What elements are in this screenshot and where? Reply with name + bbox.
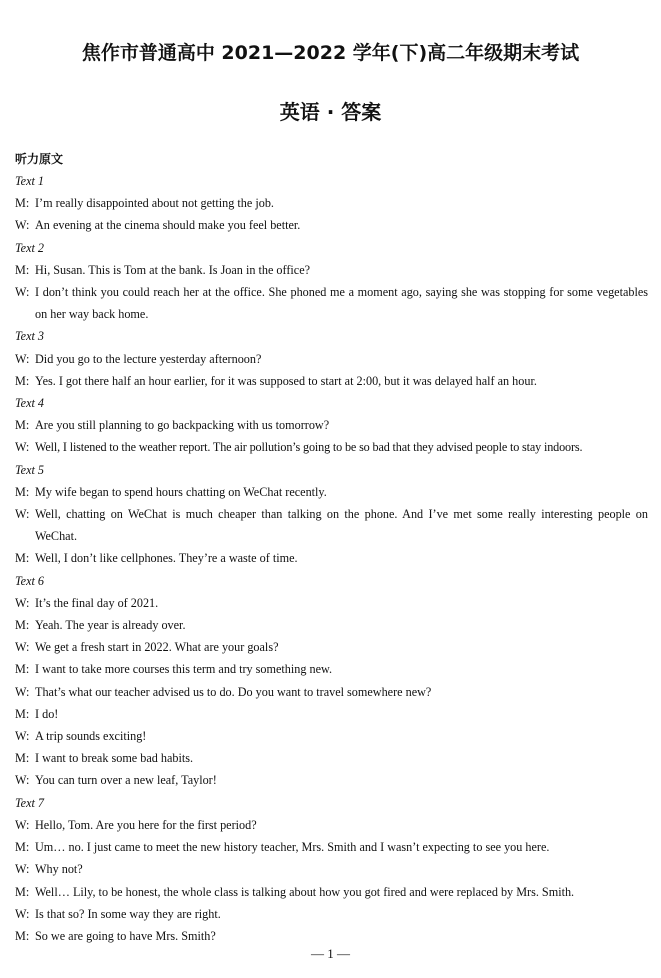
dialogue-line <box>15 370 648 392</box>
dialogue-line <box>15 881 648 903</box>
utterance: Hi, Susan. This is Tom at the bank. Is Joan in the office? <box>35 262 311 277</box>
utterance: Yes. I got there half an hour earlier, for it was supposed to start at 2:00, but it was delayed half an hour. <box>35 373 537 388</box>
dialogue-line <box>15 769 648 791</box>
speaker-tag: M: <box>15 484 30 499</box>
speaker-tag: W: <box>15 351 30 366</box>
dialogue-line <box>15 592 648 614</box>
speaker-tag: M: <box>15 618 30 633</box>
dialogue-line <box>15 436 648 458</box>
utterance: My wife began to spend hours chatting on WeChat recently. <box>35 484 327 499</box>
utterance: It’s the final day of 2021. <box>35 595 159 610</box>
speaker-tag: W: <box>15 906 30 921</box>
utterance: I don’t think you could reach her at the office. She phoned me a moment ago, saying she was stopping for some vegetables on her way back home. <box>35 285 648 322</box>
speaker-tag: W: <box>15 684 30 699</box>
text-label: Text 4 <box>15 396 45 411</box>
utterance: Well, I don’t like cellphones. They’re a waste of time. <box>35 551 298 566</box>
dialogue-line <box>15 503 648 547</box>
dialogue-line <box>15 259 648 281</box>
dialogue-line <box>15 658 648 680</box>
transcript-content <box>15 148 648 947</box>
utterance: That’s what our teacher advised us to do. Do you want to travel somewhere new? <box>35 684 432 699</box>
speaker-tag: W: <box>15 817 30 832</box>
speaker-tag: W: <box>15 729 30 744</box>
dialogue-line <box>15 814 648 836</box>
speaker-tag: W: <box>15 507 30 522</box>
speaker-tag: W: <box>15 862 30 877</box>
speaker-tag: M: <box>15 751 30 766</box>
speaker-tag: W: <box>15 595 30 610</box>
utterance: Well, chatting on WeChat is much cheaper than talking on the phone. And I’ve met some really interesting people on WeChat. <box>35 507 648 544</box>
dialogue-line <box>15 348 648 370</box>
text-label: Text 1 <box>15 174 45 188</box>
speaker-tag: M: <box>15 418 30 433</box>
page-number: — 1 — <box>311 946 350 961</box>
speaker-tag: W: <box>15 640 30 655</box>
dialogue-line <box>15 858 648 880</box>
utterance: Hello, Tom. Are you here for the first period? <box>35 817 257 832</box>
dialogue-line <box>15 414 648 436</box>
utterance: Is that so? In some way they are right. <box>35 906 221 921</box>
dialogue-line <box>15 192 648 214</box>
dialogue-line <box>15 614 648 636</box>
utterance: I do! <box>35 706 59 721</box>
page-title: 焦作市普通高中 2021—2022 学年(下)高二年级期末考试 <box>81 42 580 64</box>
utterance: Yeah. The year is already over. <box>35 618 186 633</box>
utterance: Are you still planning to go backpacking with us tomorrow? <box>35 418 330 433</box>
section-heading: 听力原文 <box>15 152 64 166</box>
utterance: You can turn over a new leaf, Taylor! <box>35 773 217 788</box>
utterance: Well… Lily, to be honest, the whole class is talking about how you got fired and were replaced by Mrs. Smith. <box>35 884 575 899</box>
utterance: Well, I listened to the weather report. The air pollution’s going to be so bad that they advised people to stay indoors. <box>35 440 583 455</box>
speaker-tag: W: <box>15 773 30 788</box>
text-label: Text 3 <box>15 329 45 344</box>
dialogue-line <box>15 547 648 569</box>
speaker-tag: M: <box>15 262 30 277</box>
speaker-tag: W: <box>15 218 30 233</box>
utterance: An evening at the cinema should make you feel better. <box>35 218 301 233</box>
dialogue-line <box>15 281 648 325</box>
speaker-tag: M: <box>15 196 30 211</box>
speaker-tag: W: <box>15 285 30 300</box>
dialogue-line <box>15 725 648 747</box>
utterance: I’m really disappointed about not getting the job. <box>35 196 274 211</box>
text-label: Text 6 <box>15 573 45 588</box>
dialogue-line <box>15 836 648 858</box>
dialogue-line <box>15 481 648 503</box>
text-label: Text 2 <box>15 240 45 255</box>
dialogue-line <box>15 681 648 703</box>
utterance: We get a fresh start in 2022. What are your goals? <box>35 640 279 655</box>
speaker-tag: M: <box>15 662 30 677</box>
speaker-tag: M: <box>15 706 30 721</box>
utterance: So we are going to have Mrs. Smith? <box>35 928 216 943</box>
utterance: Did you go to the lecture yesterday afternoon? <box>35 351 262 366</box>
utterance: Um… no. I just came to meet the new history teacher, Mrs. Smith and I wasn’t expecting to see you here. <box>35 840 550 855</box>
speaker-tag: W: <box>15 440 30 455</box>
utterance: Why not? <box>35 862 83 877</box>
dialogue-line <box>15 214 648 236</box>
dialogue-line <box>15 636 648 658</box>
speaker-tag: M: <box>15 373 30 388</box>
speaker-tag: M: <box>15 928 30 943</box>
text-label: Text 7 <box>15 795 45 810</box>
text-label: Text 5 <box>15 462 45 477</box>
speaker-tag: M: <box>15 551 30 566</box>
speaker-tag: M: <box>15 840 30 855</box>
dialogue-line <box>15 747 648 769</box>
page-subtitle: 英语 · 答案 <box>279 100 382 124</box>
dialogue-line <box>15 925 648 947</box>
utterance: I want to take more courses this term and try something new. <box>35 662 333 677</box>
dialogue-line <box>15 703 648 725</box>
utterance: A trip sounds exciting! <box>35 729 147 744</box>
utterance: I want to break some bad habits. <box>35 751 194 766</box>
speaker-tag: M: <box>15 884 30 899</box>
dialogue-line <box>15 903 648 925</box>
